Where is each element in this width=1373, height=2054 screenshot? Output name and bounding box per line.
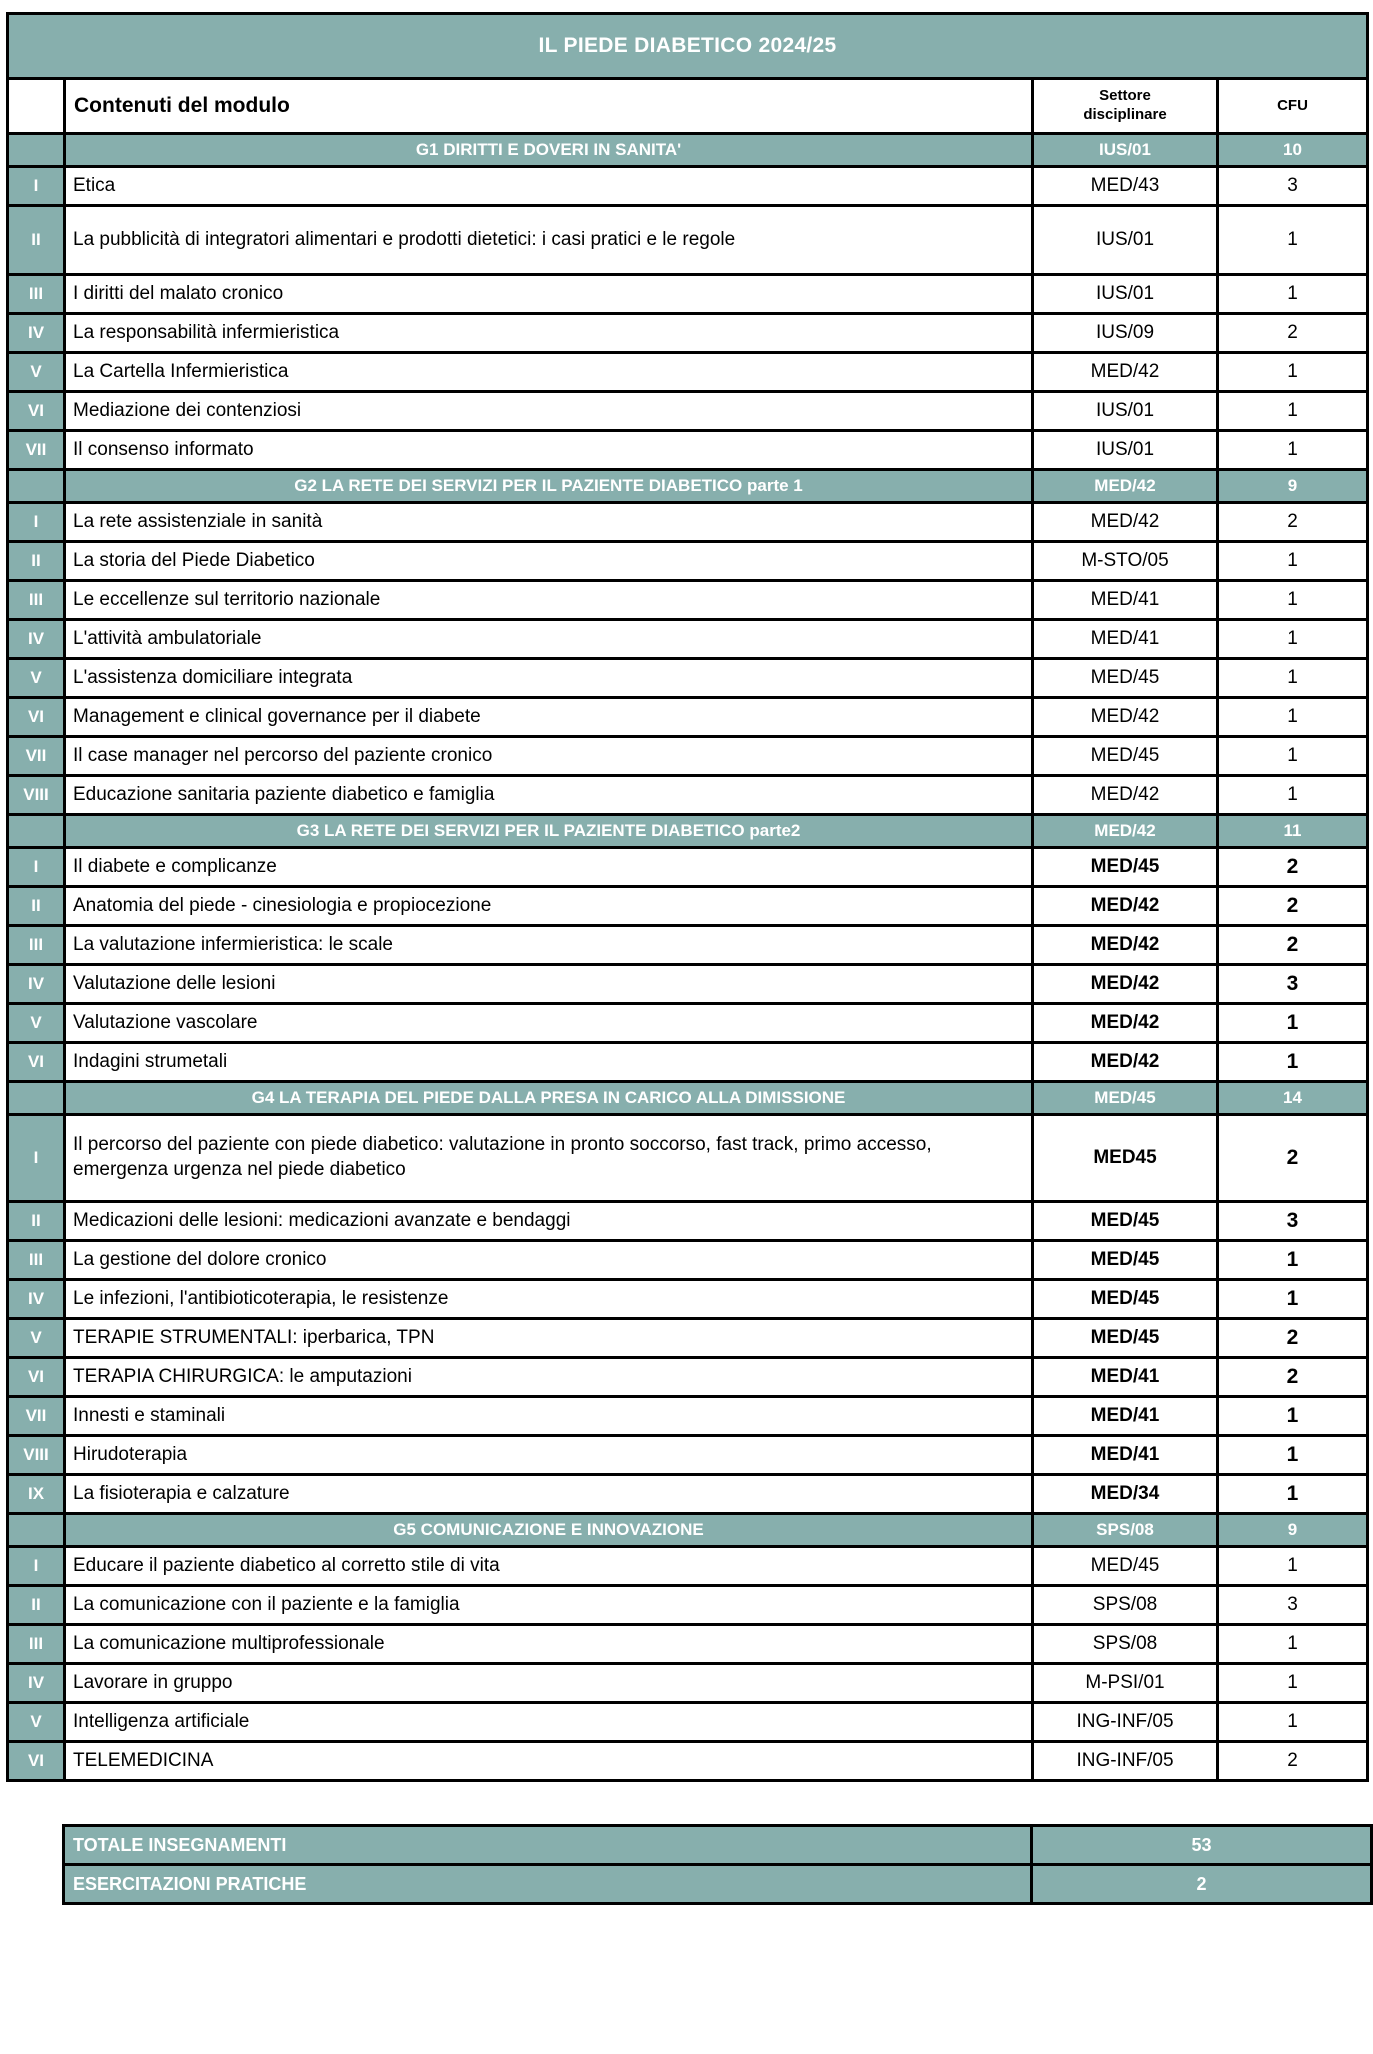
item-text: Le eccellenze sul territorio nazionale — [65, 581, 1033, 620]
item-numeral: II — [8, 1202, 65, 1241]
item-settore: MED/42 — [1033, 926, 1218, 965]
item-text: Educare il paziente diabetico al corretto stile di vita — [65, 1547, 1033, 1586]
item-settore: IUS/01 — [1033, 275, 1218, 314]
syllabus-table-body — [8, 14, 1368, 1781]
item-numeral: II — [8, 887, 65, 926]
item-numeral: IV — [8, 1280, 65, 1319]
item-settore: MED/41 — [1033, 581, 1218, 620]
item-settore: MED/42 — [1033, 965, 1218, 1004]
group-title: G4 LA TERAPIA DEL PIEDE DALLA PRESA IN CARICO ALLA DIMISSIONE — [65, 1082, 1033, 1115]
table-row — [8, 776, 1368, 815]
item-numeral: VI — [8, 392, 65, 431]
item-numeral: III — [8, 1241, 65, 1280]
item-cfu: 1 — [1218, 581, 1368, 620]
group-cfu: 14 — [1218, 1082, 1368, 1115]
item-numeral: IV — [8, 965, 65, 1004]
table-row — [8, 206, 1368, 275]
group-settore: MED/42 — [1033, 470, 1218, 503]
item-text: Educazione sanitaria paziente diabetico e famiglia — [65, 776, 1033, 815]
item-settore: MED/42 — [1033, 698, 1218, 737]
item-text: Medicazioni delle lesioni: medicazioni avanzate e bendaggi — [65, 1202, 1033, 1241]
totals-value: 53 — [1032, 1826, 1372, 1865]
table-row — [8, 620, 1368, 659]
item-text: La comunicazione multiprofessionale — [65, 1625, 1033, 1664]
page-title: IL PIEDE DIABETICO 2024/25 — [538, 34, 837, 57]
item-settore: MED/41 — [1033, 1436, 1218, 1475]
item-text: Hirudoterapia — [65, 1436, 1033, 1475]
item-cfu: 1 — [1218, 1043, 1368, 1082]
item-settore: MED/41 — [1033, 1358, 1218, 1397]
item-settore: ING-INF/05 — [1033, 1703, 1218, 1742]
table-row — [8, 1241, 1368, 1280]
item-settore: ING-INF/05 — [1033, 1742, 1218, 1781]
item-cfu: 1 — [1218, 353, 1368, 392]
item-settore: IUS/01 — [1033, 392, 1218, 431]
item-numeral: VII — [8, 431, 65, 470]
group-settore: IUS/01 — [1033, 134, 1218, 167]
group-row — [8, 815, 1368, 848]
item-settore: MED/42 — [1033, 1043, 1218, 1082]
item-numeral: I — [8, 167, 65, 206]
group-cfu: 9 — [1218, 1514, 1368, 1547]
item-numeral: III — [8, 275, 65, 314]
table-row — [8, 1115, 1368, 1202]
item-cfu: 2 — [1218, 503, 1368, 542]
group-cfu: 11 — [1218, 815, 1368, 848]
item-settore: MED/34 — [1033, 1475, 1218, 1514]
item-text: La fisioterapia e calzature — [65, 1475, 1033, 1514]
item-settore: MED/41 — [1033, 620, 1218, 659]
item-cfu: 2 — [1218, 926, 1368, 965]
item-numeral: I — [8, 1547, 65, 1586]
table-row — [8, 1547, 1368, 1586]
header-numeral-blank — [8, 79, 65, 134]
item-text: La pubblicità di integratori alimentari e prodotti dietetici: i casi pratici e le regole — [65, 206, 1033, 275]
item-text: Etica — [65, 167, 1033, 206]
item-numeral: III — [8, 581, 65, 620]
item-cfu: 3 — [1218, 167, 1368, 206]
item-settore: MED/45 — [1033, 1319, 1218, 1358]
header-cfu: CFU — [1218, 79, 1368, 134]
item-numeral: III — [8, 926, 65, 965]
item-cfu: 1 — [1218, 431, 1368, 470]
item-cfu: 2 — [1218, 1115, 1368, 1202]
item-text: Management e clinical governance per il diabete — [65, 698, 1033, 737]
table-row — [8, 1319, 1368, 1358]
item-text: Il consenso informato — [65, 431, 1033, 470]
table-row — [8, 659, 1368, 698]
item-settore: MED/41 — [1033, 1397, 1218, 1436]
item-text: Valutazione delle lesioni — [65, 965, 1033, 1004]
totals-label: TOTALE INSEGNAMENTI — [64, 1826, 1032, 1865]
table-row — [8, 1664, 1368, 1703]
item-text: Il case manager nel percorso del paziente cronico — [65, 737, 1033, 776]
table-row — [8, 698, 1368, 737]
item-settore: MED/42 — [1033, 1004, 1218, 1043]
item-text: L'attività ambulatoriale — [65, 620, 1033, 659]
table-row — [8, 1436, 1368, 1475]
group-title: G2 LA RETE DEI SERVIZI PER IL PAZIENTE DIABETICO parte 1 — [65, 470, 1033, 503]
table-row — [8, 1586, 1368, 1625]
item-text: Mediazione dei contenziosi — [65, 392, 1033, 431]
item-settore: MED/43 — [1033, 167, 1218, 206]
item-numeral: IV — [8, 620, 65, 659]
item-numeral: I — [8, 848, 65, 887]
group-title: G3 LA RETE DEI SERVIZI PER IL PAZIENTE DIABETICO parte2 — [65, 815, 1033, 848]
item-settore: MED/45 — [1033, 848, 1218, 887]
table-row — [8, 1703, 1368, 1742]
table-row — [8, 737, 1368, 776]
table-row — [8, 503, 1368, 542]
item-text: La storia del Piede Diabetico — [65, 542, 1033, 581]
item-cfu: 1 — [1218, 620, 1368, 659]
header-settore — [1033, 79, 1218, 134]
item-settore: MED/45 — [1033, 737, 1218, 776]
item-text: La rete assistenziale in sanità — [65, 503, 1033, 542]
table-row — [8, 926, 1368, 965]
item-settore: MED/45 — [1033, 1202, 1218, 1241]
item-numeral: VI — [8, 1358, 65, 1397]
item-text: Valutazione vascolare — [65, 1004, 1033, 1043]
item-text: Anatomia del piede - cinesiologia e propiocezione — [65, 887, 1033, 926]
table-row — [8, 1004, 1368, 1043]
item-settore: SPS/08 — [1033, 1625, 1218, 1664]
item-cfu: 1 — [1218, 275, 1368, 314]
item-cfu: 1 — [1218, 659, 1368, 698]
item-cfu: 1 — [1218, 1004, 1368, 1043]
item-cfu: 3 — [1218, 1202, 1368, 1241]
item-settore: IUS/01 — [1033, 206, 1218, 275]
item-numeral: II — [8, 206, 65, 275]
item-cfu: 1 — [1218, 1664, 1368, 1703]
item-text: Il diabete e complicanze — [65, 848, 1033, 887]
item-settore: MED/45 — [1033, 659, 1218, 698]
item-text: Indagini strumetali — [65, 1043, 1033, 1082]
table-row — [8, 1202, 1368, 1241]
table-row — [8, 353, 1368, 392]
item-cfu: 1 — [1218, 1241, 1368, 1280]
item-text: L'assistenza domiciliare integrata — [65, 659, 1033, 698]
totals-label: ESERCITAZIONI PRATICHE — [64, 1865, 1032, 1904]
item-numeral: VI — [8, 1742, 65, 1781]
group-title: G5 COMUNICAZIONE E INNOVAZIONE — [65, 1514, 1033, 1547]
item-numeral: III — [8, 1625, 65, 1664]
item-cfu: 1 — [1218, 1547, 1368, 1586]
item-cfu: 2 — [1218, 887, 1368, 926]
header-settore-line1: Settore — [1099, 87, 1151, 105]
item-settore: SPS/08 — [1033, 1586, 1218, 1625]
table-row — [8, 1475, 1368, 1514]
table-row — [8, 1625, 1368, 1664]
item-settore: IUS/01 — [1033, 431, 1218, 470]
group-settore: SPS/08 — [1033, 1514, 1218, 1547]
totals-row — [64, 1865, 1372, 1904]
item-text: Le infezioni, l'antibioticoterapia, le resistenze — [65, 1280, 1033, 1319]
item-cfu: 1 — [1218, 1436, 1368, 1475]
item-numeral: IV — [8, 1664, 65, 1703]
syllabus-table — [6, 12, 1369, 1782]
item-text: Il percorso del paziente con piede diabetico: valutazione in pronto soccorso, fast track, primo accesso, emergenza urgenza nel piede diabetico — [65, 1115, 1033, 1202]
header-settore-line2: disciplinare — [1083, 106, 1167, 123]
item-cfu: 1 — [1218, 1280, 1368, 1319]
document-title-cell — [8, 14, 1368, 79]
item-numeral: V — [8, 659, 65, 698]
item-settore: MED/42 — [1033, 776, 1218, 815]
item-settore: MED45 — [1033, 1115, 1218, 1202]
item-numeral: VII — [8, 1397, 65, 1436]
item-cfu: 1 — [1218, 1703, 1368, 1742]
table-row — [8, 887, 1368, 926]
group-settore: MED/45 — [1033, 1082, 1218, 1115]
item-text: La Cartella Infermieristica — [65, 353, 1033, 392]
item-numeral: I — [8, 503, 65, 542]
header-row — [8, 79, 1368, 134]
item-numeral: V — [8, 353, 65, 392]
item-settore: MED/45 — [1033, 1547, 1218, 1586]
item-settore: M-PSI/01 — [1033, 1664, 1218, 1703]
group-row — [8, 470, 1368, 503]
item-numeral: I — [8, 1115, 65, 1202]
item-text: Lavorare in gruppo — [65, 1664, 1033, 1703]
table-row — [8, 965, 1368, 1004]
item-cfu: 3 — [1218, 965, 1368, 1004]
table-row — [8, 275, 1368, 314]
group-cfu: 9 — [1218, 470, 1368, 503]
item-numeral: V — [8, 1319, 65, 1358]
item-cfu: 1 — [1218, 542, 1368, 581]
item-cfu: 1 — [1218, 776, 1368, 815]
table-row — [8, 392, 1368, 431]
group-numeral-spacer — [8, 815, 65, 848]
item-numeral: II — [8, 542, 65, 581]
item-cfu: 1 — [1218, 737, 1368, 776]
totals-value: 2 — [1032, 1865, 1372, 1904]
item-settore: MED/45 — [1033, 1280, 1218, 1319]
item-settore: IUS/09 — [1033, 314, 1218, 353]
item-cfu: 1 — [1218, 1475, 1368, 1514]
item-cfu: 2 — [1218, 314, 1368, 353]
item-text: TERAPIE STRUMENTALI: iperbarica, TPN — [65, 1319, 1033, 1358]
totals-row — [64, 1826, 1372, 1865]
item-cfu: 3 — [1218, 1586, 1368, 1625]
item-numeral: IX — [8, 1475, 65, 1514]
item-cfu: 1 — [1218, 1397, 1368, 1436]
group-row — [8, 134, 1368, 167]
table-row — [8, 1397, 1368, 1436]
item-text: TELEMEDICINA — [65, 1742, 1033, 1781]
table-row — [8, 431, 1368, 470]
item-text: TERAPIA CHIRURGICA: le amputazioni — [65, 1358, 1033, 1397]
item-text: La valutazione infermieristica: le scale — [65, 926, 1033, 965]
item-numeral: II — [8, 1586, 65, 1625]
table-row — [8, 581, 1368, 620]
table-row — [8, 1280, 1368, 1319]
item-cfu: 2 — [1218, 1358, 1368, 1397]
item-settore: M-STO/05 — [1033, 542, 1218, 581]
item-numeral: V — [8, 1004, 65, 1043]
group-cfu: 10 — [1218, 134, 1368, 167]
item-text: Intelligenza artificiale — [65, 1703, 1033, 1742]
table-row — [8, 167, 1368, 206]
item-cfu: 1 — [1218, 392, 1368, 431]
item-settore: MED/42 — [1033, 503, 1218, 542]
title-row — [8, 14, 1368, 79]
table-row — [8, 314, 1368, 353]
item-numeral: VII — [8, 737, 65, 776]
item-text: La responsabilità infermieristica — [65, 314, 1033, 353]
group-row — [8, 1514, 1368, 1547]
table-row — [8, 848, 1368, 887]
item-cfu: 2 — [1218, 848, 1368, 887]
group-numeral-spacer — [8, 470, 65, 503]
item-cfu: 1 — [1218, 698, 1368, 737]
item-text: Innesti e staminali — [65, 1397, 1033, 1436]
group-numeral-spacer — [8, 1082, 65, 1115]
totals-table — [62, 1824, 1373, 1905]
item-numeral: VIII — [8, 1436, 65, 1475]
group-settore: MED/42 — [1033, 815, 1218, 848]
header-content: Contenuti del modulo — [65, 79, 1033, 134]
item-numeral: VIII — [8, 776, 65, 815]
totals-table-body — [64, 1826, 1372, 1904]
item-cfu: 2 — [1218, 1742, 1368, 1781]
syllabus-page — [0, 12, 1373, 2054]
group-numeral-spacer — [8, 134, 65, 167]
item-numeral: V — [8, 1703, 65, 1742]
item-settore: MED/45 — [1033, 1241, 1218, 1280]
item-settore: MED/42 — [1033, 353, 1218, 392]
item-cfu: 1 — [1218, 206, 1368, 275]
item-settore: MED/42 — [1033, 887, 1218, 926]
item-cfu: 1 — [1218, 1625, 1368, 1664]
item-numeral: IV — [8, 314, 65, 353]
table-row — [8, 1043, 1368, 1082]
table-row — [8, 542, 1368, 581]
item-numeral: VI — [8, 698, 65, 737]
table-row — [8, 1358, 1368, 1397]
item-numeral: VI — [8, 1043, 65, 1082]
group-numeral-spacer — [8, 1514, 65, 1547]
item-text: I diritti del malato cronico — [65, 275, 1033, 314]
item-text: La comunicazione con il paziente e la famiglia — [65, 1586, 1033, 1625]
item-cfu: 2 — [1218, 1319, 1368, 1358]
group-title: G1 DIRITTI E DOVERI IN SANITA' — [65, 134, 1033, 167]
group-row — [8, 1082, 1368, 1115]
table-row — [8, 1742, 1368, 1781]
item-text: La gestione del dolore cronico — [65, 1241, 1033, 1280]
